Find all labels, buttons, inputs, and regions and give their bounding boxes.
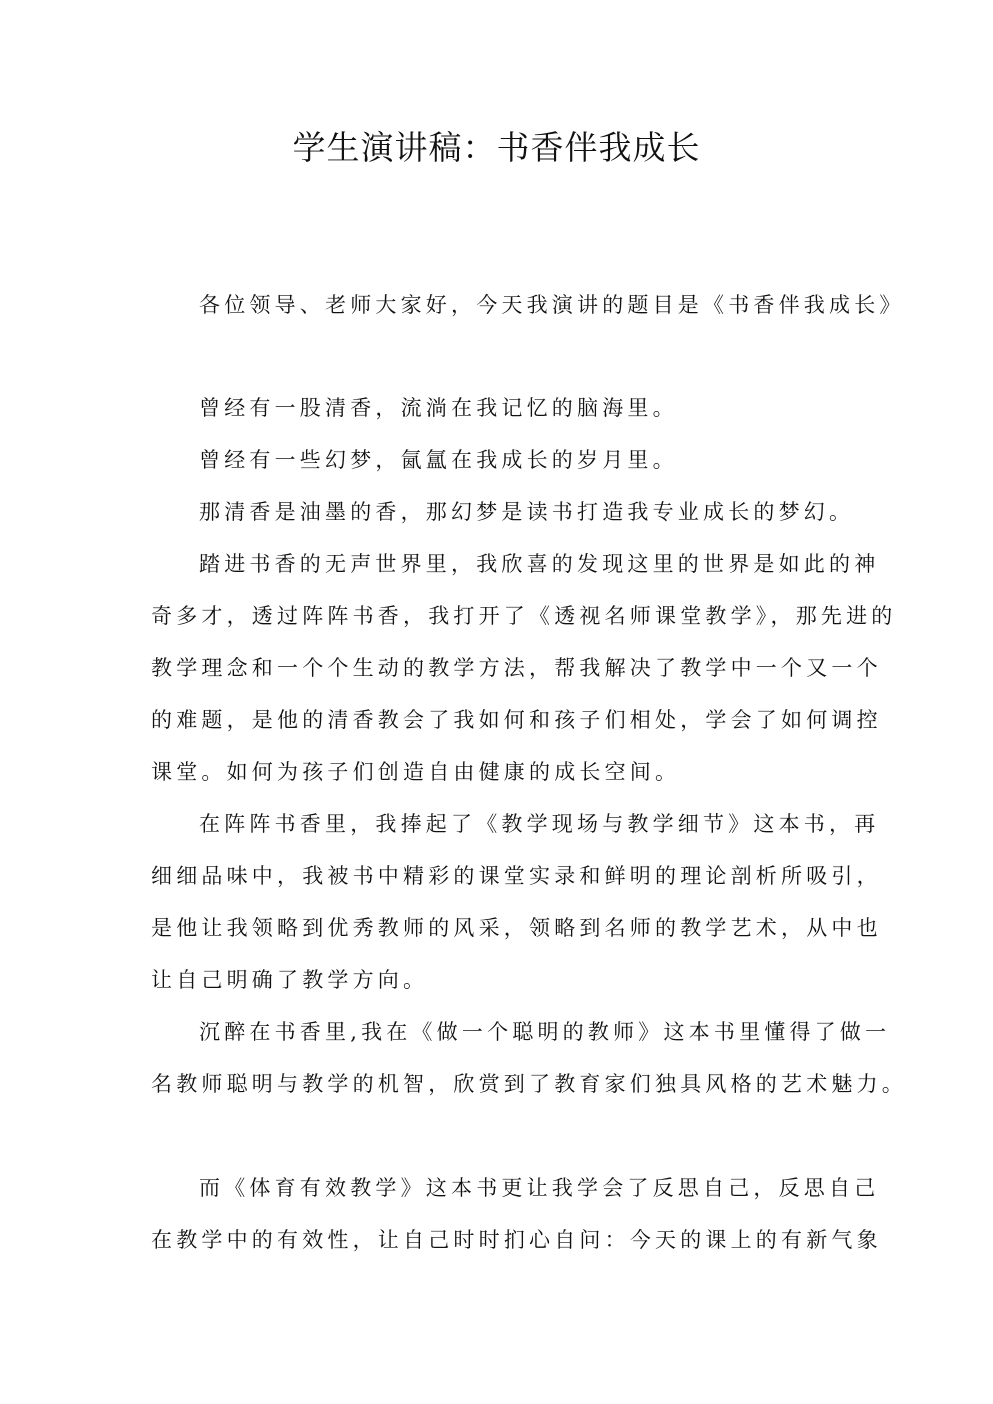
paragraph-line: 在教学中的有效性，让自己时时扪心自问：今天的课上的有新气象: [151, 1228, 882, 1252]
paragraph-line: 课堂。如何为孩子们创造自由健康的成长空间。: [151, 760, 681, 784]
document-title: 学生演讲稿：书香伴我成长: [292, 128, 701, 167]
paragraph-line: 曾经有一股清香，流淌在我记忆的脑海里。: [199, 396, 678, 420]
paragraph-line: 名教师聪明与教学的机智，欣赏到了教育家们独具风格的艺术魅力。: [151, 1072, 907, 1096]
paragraph-line: 在阵阵书香里，我捧起了《教学现场与教学细节》这本书，再: [199, 812, 880, 836]
greeting-line: 各位领导、老师大家好，今天我演讲的题目是《书香伴我成长》: [199, 293, 905, 317]
paragraph-line: 那清香是油墨的香，那幻梦是读书打造我专业成长的梦幻。: [199, 500, 855, 524]
paragraph-line: 的难题，是他的清香教会了我如何和孩子们相处，学会了如何调控: [151, 708, 882, 732]
paragraph-line: 而《体育有效教学》这本书更让我学会了反思自己，反思自己: [199, 1176, 880, 1200]
paragraph-line: 踏进书香的无声世界里，我欣喜的发现这里的世界是如此的神: [199, 552, 880, 576]
paragraph-line: 曾经有一些幻梦，氤氲在我成长的岁月里。: [199, 448, 678, 472]
paragraph-line: 是他让我领略到优秀教师的风采，领略到名师的教学艺术，从中也: [151, 916, 882, 940]
paragraph-line: 沉醉在书香里,我在《做一个聪明的教师》这本书里懂得了做一: [199, 1020, 891, 1044]
paragraph-line: 细细品味中，我被书中精彩的课堂实录和鲜明的理论剖析所吸引，: [151, 864, 882, 888]
paragraph-line: 教学理念和一个个生动的教学方法，帮我解决了教学中一个又一个: [151, 656, 882, 680]
paragraph-line: 让自己明确了教学方向。: [151, 968, 429, 992]
paragraph-line: 奇多才，透过阵阵书香，我打开了《透视名师课堂教学》，那先进的: [151, 604, 897, 628]
